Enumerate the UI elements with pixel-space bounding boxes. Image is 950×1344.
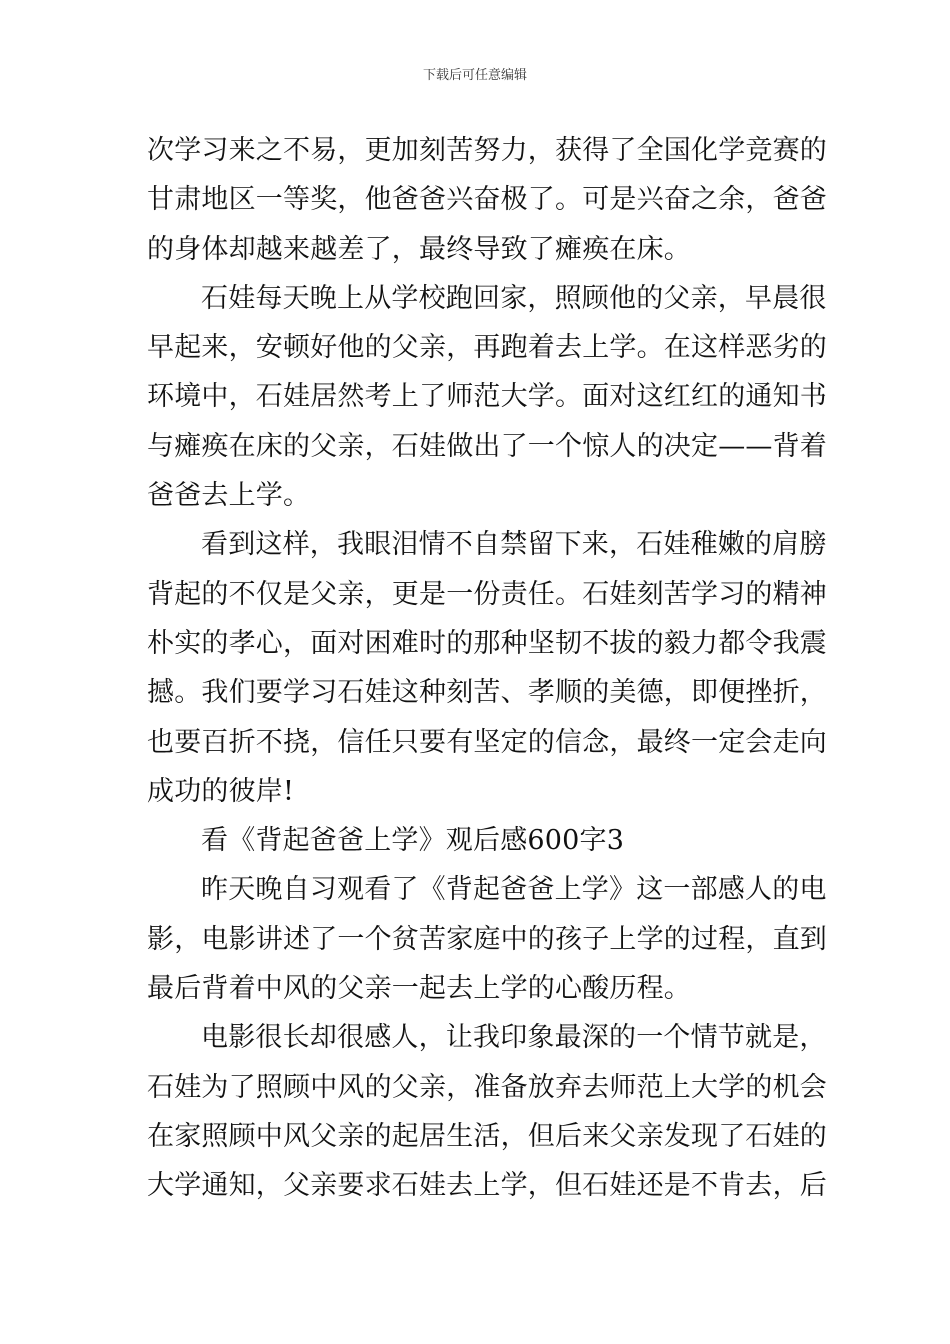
text-line: 早起来，安顿好他的父亲，再跑着去上学。在这样恶劣的 <box>147 332 827 364</box>
text-line: 石娃每天晚上从学校跑回家，照顾他的父亲，早晨很 <box>201 282 827 314</box>
text-line: 撼。我们要学习石娃这种刻苦、孝顺的美德，即便挫折， <box>147 677 827 709</box>
text-line: 看《背起爸爸上学》观后感600字3 <box>201 825 625 857</box>
text-line: 电影很长却很感人，让我印象最深的一个情节就是， <box>201 1022 827 1054</box>
text-line: 最后背着中风的父亲一起去上学的心酸历程。 <box>147 973 691 1005</box>
text-line: 环境中，石娃居然考上了师范大学。面对这红红的通知书 <box>147 381 827 413</box>
text-line: 甘肃地区一等奖，他爸爸兴奋极了。可是兴奋之余，爸爸 <box>147 184 827 216</box>
text-line: 昨天晚自习观看了《背起爸爸上学》这一部感人的电 <box>201 874 827 906</box>
text-line: 也要百折不挠，信任只要有坚定的信念，最终一定会走向 <box>147 726 827 758</box>
text-line: 在家照顾中风父亲的起居生活，但后来父亲发现了石娃的 <box>147 1120 827 1152</box>
text-line: 背起的不仅是父亲，更是一份责任。石娃刻苦学习的精神 <box>147 578 827 610</box>
text-line: 看到这样，我眼泪情不自禁留下来，石娃稚嫩的肩膀 <box>201 529 827 561</box>
text-line: 影，电影讲述了一个贫苦家庭中的孩子上学的过程，直到 <box>147 923 827 955</box>
text-line: 朴实的孝心，面对困难时的那种坚韧不拔的毅力都令我震 <box>147 627 827 659</box>
text-line: 成功的彼岸! <box>147 775 295 807</box>
text-line: 爸爸去上学。 <box>147 480 311 512</box>
text-line: 次学习来之不易，更加刻苦努力，获得了全国化学竞赛的 <box>147 135 827 166</box>
text-line: 石娃为了照顾中风的父亲，准备放弃去师范上大学的机会 <box>147 1071 827 1103</box>
text-line: 的身体却越来越差了，最终导致了瘫痪在床。 <box>147 233 691 265</box>
page-header: 下载后可任意编辑 <box>422 68 527 83</box>
text-line: 与瘫痪在床的父亲，石娃做出了一个惊人的决定——背着 <box>147 430 827 462</box>
document-body <box>147 126 827 1211</box>
text-line: 大学通知，父亲要求石娃去上学，但石娃还是不肯去，后 <box>147 1170 827 1202</box>
